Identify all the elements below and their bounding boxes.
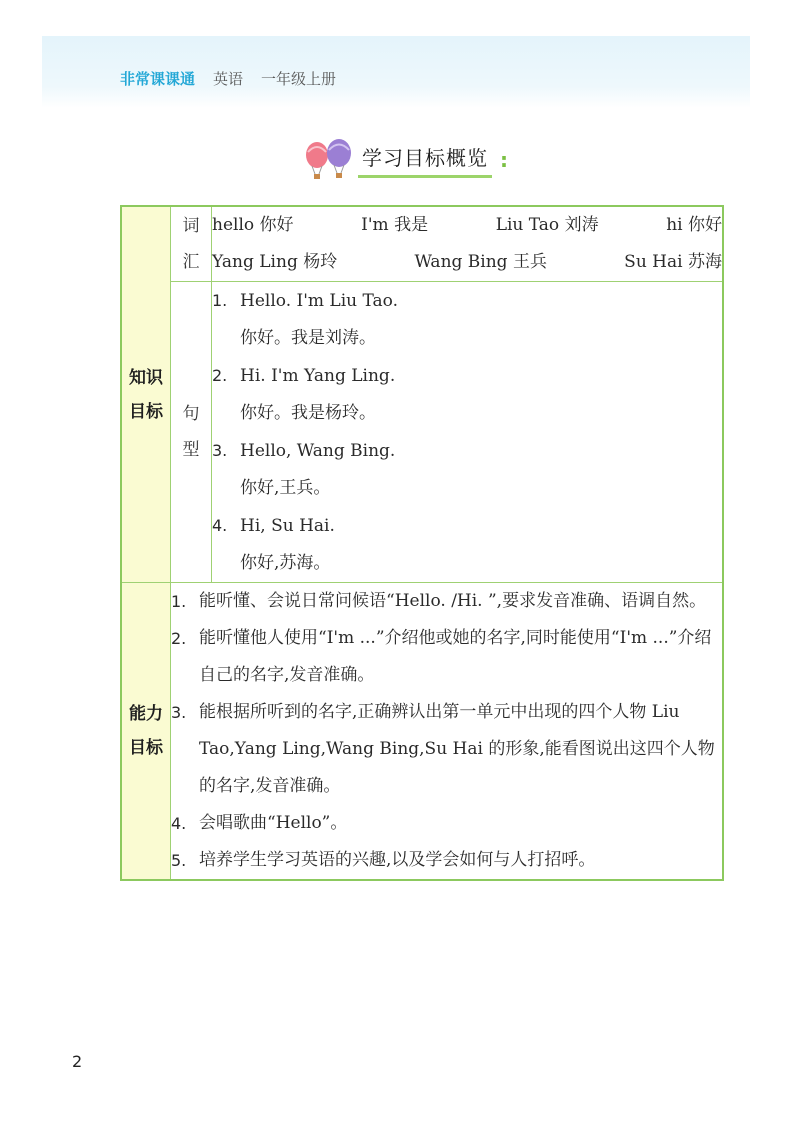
sentence-chinese: 你好,王兵。 xyxy=(240,478,331,498)
page-number: 2 xyxy=(72,1052,83,1071)
sentence-chinese: 你好。我是刘涛。 xyxy=(240,328,376,348)
vocab-content xyxy=(212,206,724,282)
sentence-english: Hi. I'm Yang Ling. xyxy=(240,366,396,386)
series-name: 非常课课通 xyxy=(120,69,196,88)
sentence-chinese: 你好,苏海。 xyxy=(240,553,331,573)
ability-text: 培养学生学习英语的兴趣,以及学会如何与人打招呼。 xyxy=(199,850,596,870)
sentence-item xyxy=(212,282,722,357)
ability-label-line2: 目标 xyxy=(129,738,163,758)
sentences-label xyxy=(171,282,212,583)
sentence-english: Hi, Su Hai. xyxy=(240,516,335,536)
sentence-english: Hello. I'm Liu Tao. xyxy=(240,291,398,311)
vocab-line-2 xyxy=(212,244,722,281)
vocab-word: hi 你好 xyxy=(666,215,722,235)
vocab-word: Liu Tao 刘涛 xyxy=(495,215,599,235)
title-text: 学习目标概览 xyxy=(358,142,492,178)
item-number: 3. xyxy=(212,441,228,460)
sentences-label-line2: 型 xyxy=(182,440,200,460)
ability-item xyxy=(171,805,722,842)
ability-goals-label xyxy=(121,583,171,881)
item-number: 1. xyxy=(171,592,187,611)
title-colon: : xyxy=(500,148,508,172)
vocab-word: Wang Bing 王兵 xyxy=(414,252,547,272)
item-number: 4. xyxy=(171,814,187,833)
vocab-word: hello 你好 xyxy=(212,215,294,235)
vocab-label xyxy=(171,206,212,282)
item-number: 3. xyxy=(171,703,187,722)
item-number: 1. xyxy=(212,291,228,310)
subject-name: 英语 xyxy=(213,69,244,88)
knowledge-label-line2: 目标 xyxy=(129,401,163,422)
sentence-english: Hello, Wang Bing. xyxy=(240,441,396,461)
ability-row xyxy=(121,583,723,881)
running-header xyxy=(120,67,336,89)
ability-content xyxy=(171,583,724,881)
item-number: 5. xyxy=(171,851,187,870)
ability-text: 能根据所听到的名字,正确辨认出第一单元中出现的四个人物 Liu Tao,Yang Ling,Wang Bing,Su Hai 的形象,能看图说出这四个人物的名字,发音准确。 xyxy=(199,702,715,796)
item-number: 2. xyxy=(171,629,187,648)
ability-item xyxy=(171,583,722,620)
ability-item xyxy=(171,842,722,879)
goals-table xyxy=(120,205,724,881)
vocab-row xyxy=(121,206,723,282)
sentence-chinese: 你好。我是杨玲。 xyxy=(240,403,376,423)
item-number: 2. xyxy=(212,366,228,385)
sentence-item xyxy=(212,432,722,507)
vocab-line-1 xyxy=(212,207,722,244)
vocab-label-line1: 词 xyxy=(182,216,200,236)
item-number: 4. xyxy=(212,516,228,535)
sentences-content xyxy=(212,282,724,583)
knowledge-label-line1: 知识 xyxy=(129,367,163,388)
ability-text: 会唱歌曲“Hello”。 xyxy=(199,813,348,833)
sentence-item xyxy=(212,507,722,582)
grade-name: 一年级上册 xyxy=(261,69,337,88)
sentences-row xyxy=(121,282,723,583)
vocab-word: Yang Ling 杨玲 xyxy=(212,252,338,272)
sentences-label-line1: 句 xyxy=(182,404,200,424)
ability-item xyxy=(171,620,722,694)
section-title xyxy=(300,138,508,182)
vocab-label-line2: 汇 xyxy=(182,252,200,272)
ability-label-line1: 能力 xyxy=(129,704,163,724)
vocab-word: Su Hai 苏海 xyxy=(624,252,722,272)
ability-item xyxy=(171,694,722,805)
vocab-word: I'm 我是 xyxy=(361,215,429,235)
ability-text: 能听懂、会说日常问候语“Hello. /Hi. ”,要求发音准确、语调自然。 xyxy=(199,591,707,611)
sentence-item xyxy=(212,357,722,432)
hot-air-balloons-icon xyxy=(300,138,356,182)
knowledge-goals-label xyxy=(121,206,171,583)
ability-text: 能听懂他人使用“I'm ...”介绍他或她的名字,同时能使用“I'm ...”介绍自己的名字,发音准确。 xyxy=(199,628,712,685)
